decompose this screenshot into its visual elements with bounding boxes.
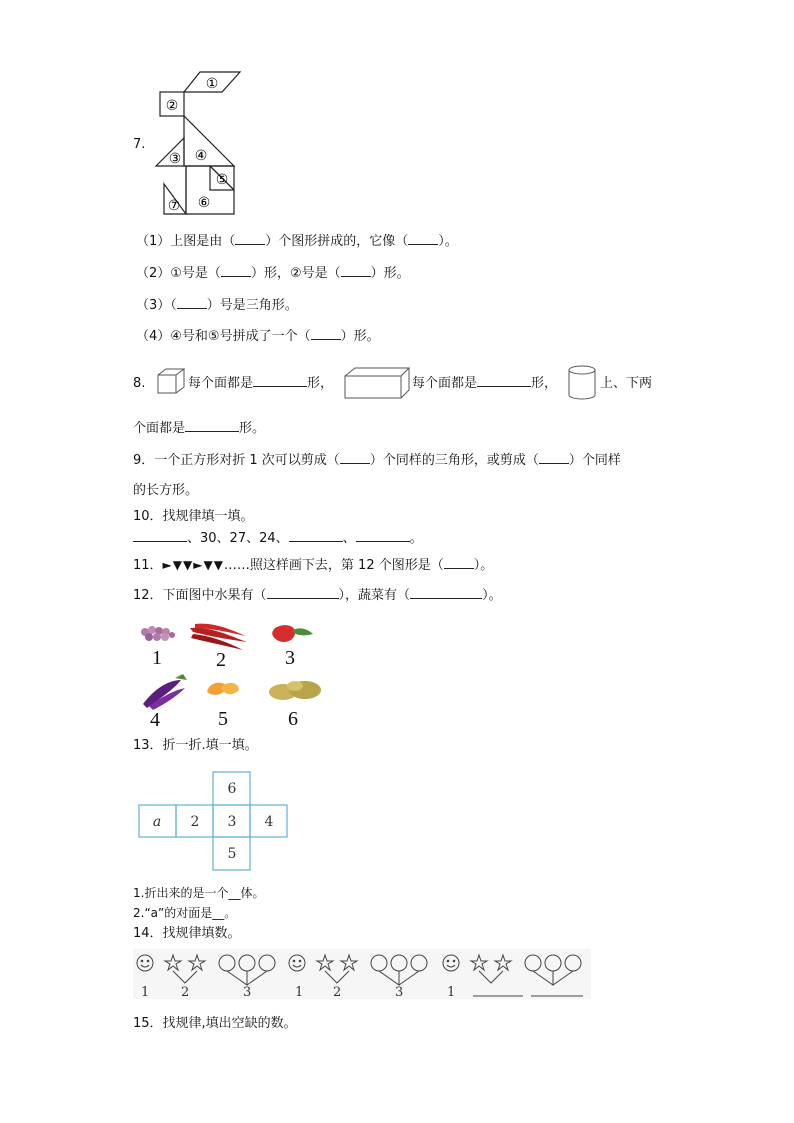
q8-number: 8.	[133, 376, 146, 391]
produce-label-3: 3	[285, 647, 295, 669]
tangram-figure	[150, 66, 250, 218]
answer-blank[interactable]	[477, 386, 531, 387]
pattern-num-6: 3	[395, 985, 404, 999]
answer-blank[interactable]	[289, 541, 343, 542]
net-cell-5: 5	[227, 846, 237, 862]
produce-label-5: 5	[218, 708, 228, 730]
q10-sequence: 、30、27、24、 、 。	[133, 531, 423, 547]
answer-blank[interactable]	[253, 386, 307, 387]
answer-blank[interactable]	[185, 431, 239, 432]
q12-line: 12．下面图中水果有（ ），蔬菜有（ ）。	[133, 588, 502, 603]
answer-blank[interactable]	[340, 463, 370, 464]
net-cell-4: 4	[264, 814, 274, 830]
circled-7: ⑦	[167, 198, 181, 214]
cube-net	[137, 770, 289, 872]
grapes-icon	[141, 626, 175, 641]
answer-blank[interactable]	[408, 244, 438, 245]
pattern-num-1: 1	[141, 985, 150, 999]
answer-blank[interactable]	[311, 339, 341, 340]
q7-line-2: （2）①号是（ ）形，②号是（ ）形。	[136, 266, 410, 281]
q8-line-1b: 每个面都是 形，	[412, 376, 558, 391]
produce-label-6: 6	[288, 708, 298, 730]
pattern-num-3: 3	[243, 985, 252, 999]
q8-line-1c: 上、下两	[600, 376, 653, 391]
answer-blank[interactable]	[221, 276, 251, 277]
q13-line-1: 1.折出来的是一个__体。	[133, 886, 265, 900]
q11-line: 11．►▼▼►▼▼……照这样画下去，第 12 个图形是（ ）。	[133, 558, 494, 573]
q15-title: 15．找规律,填出空缺的数。	[133, 1016, 297, 1031]
q9-line-1: 9．一个正方形对折 1 次可以剪成（ ）个同样的三角形，或剪成（ ）个同样	[133, 453, 621, 468]
answer-blank[interactable]	[177, 308, 207, 309]
pattern-num-2: 2	[181, 985, 190, 999]
produce-label-2: 2	[216, 649, 226, 671]
circled-6: ⑥	[197, 195, 211, 211]
cuboid-icon	[343, 366, 411, 400]
answer-blank[interactable]	[444, 568, 474, 569]
pattern-strip	[133, 949, 591, 999]
circled-5: ⑤	[215, 172, 229, 188]
q14-title: 14．找规律填数。	[133, 926, 241, 941]
q7-line-3: （3）（ ）号是三角形。	[136, 298, 298, 313]
pattern-shapes: ►▼▼►▼▼	[162, 558, 224, 572]
q10-title: 10．找规律填一填。	[133, 509, 254, 524]
net-cell-a: a	[152, 814, 162, 830]
answer-blank[interactable]	[356, 541, 410, 542]
net-cell-6: 6	[227, 781, 237, 797]
produce-label-4: 4	[150, 709, 160, 731]
cube-icon	[156, 367, 186, 395]
net-cell-3: 3	[227, 814, 237, 830]
q7-line-1: （1）上图是由（ ）个图形拼成的，它像（ ）。	[136, 234, 458, 249]
circled-1: ①	[205, 76, 219, 92]
circled-2: ②	[165, 98, 179, 114]
cylinder-icon	[566, 364, 600, 402]
answer-blank[interactable]	[235, 244, 265, 245]
q7-number: 7.	[133, 137, 146, 152]
q9-line-2: 的长方形。	[133, 483, 199, 498]
q8-line-2: 个面都是 形。	[133, 421, 266, 436]
answer-blank[interactable]	[341, 276, 371, 277]
potato-icon	[269, 681, 321, 700]
strawberry-icon	[272, 625, 313, 642]
chili-pepper-icon	[190, 624, 247, 650]
q8-line-1a: 每个面都是 形，	[188, 376, 334, 391]
answer-blank[interactable]	[133, 541, 187, 542]
answer-blank[interactable]	[539, 463, 569, 464]
answer-blank[interactable]	[267, 598, 339, 599]
produce-picture	[135, 618, 330, 733]
produce-label-1: 1	[152, 647, 162, 669]
orange-icon	[207, 683, 239, 695]
circled-4: ④	[194, 148, 208, 164]
pattern-num-4: 1	[295, 985, 304, 999]
q7-line-4: （4）④号和⑤号拼成了一个（ ）形。	[136, 329, 380, 344]
q13-line-2: 2.“a”的对面是__。	[133, 906, 237, 920]
q13-title: 13．折一折.填一填。	[133, 738, 258, 753]
answer-blank[interactable]	[410, 598, 482, 599]
net-cell-2: 2	[190, 814, 200, 830]
pattern-num-7: 1	[447, 985, 456, 999]
pattern-num-5: 2	[333, 985, 342, 999]
circled-3: ③	[168, 151, 182, 167]
eggplant-icon	[143, 674, 187, 710]
